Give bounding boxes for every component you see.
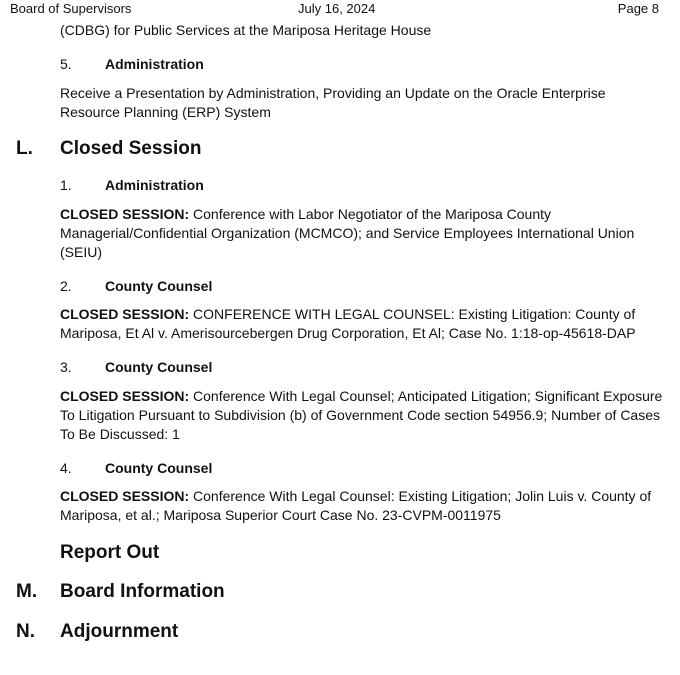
- closed-session-text: Conference With Legal Counsel; Anticipated Litigation; Significant Exposure To Litigation Pursuant to Subdivision (b) of Government Code section 54956.9; Number of Cases To Be Discussed: 1: [60, 388, 663, 442]
- closed-session-label: CLOSED SESSION:: [60, 206, 190, 222]
- report-out-heading: Report Out: [60, 542, 160, 563]
- section-letter-l: L.: [16, 138, 33, 159]
- item-department: Administration: [105, 177, 204, 193]
- item-department: County Counsel: [105, 460, 213, 476]
- closed-session-text: Conference with Labor Negotiator of the Mariposa County Managerial/Confidential Organization (MCMCO); and Service Employees International Union (SEIU): [60, 206, 635, 260]
- item-department: County Counsel: [105, 359, 213, 375]
- section-title-adjournment: Adjournment: [60, 621, 179, 642]
- continued-item-text: (CDBG) for Public Services at the Mariposa Heritage House: [60, 22, 432, 38]
- closed-session-label: CLOSED SESSION:: [60, 388, 190, 404]
- item-number: 3.: [60, 359, 72, 375]
- item-department: Administration: [105, 56, 204, 72]
- closed-session-text: CONFERENCE WITH LEGAL COUNSEL: Existing Litigation: County of Mariposa, Et Al v. Amerisourcebergen Drug Corporation, Et Al; Case No. 1:18-op-45618-DAP: [60, 306, 636, 341]
- closed-session-description: [60, 205, 665, 262]
- section-title-board-information: Board Information: [60, 581, 225, 602]
- item-number: 1.: [60, 177, 72, 193]
- header-date: July 16, 2024: [298, 1, 376, 16]
- item-number: 2.: [60, 278, 72, 294]
- closed-session-description: [60, 305, 665, 343]
- item-department: County Counsel: [105, 278, 213, 294]
- section-title-closed-session: Closed Session: [60, 138, 202, 159]
- item-description: Receive a Presentation by Administration, Providing an Update on the Oracle Enterprise Resource Planning (ERP) System: [60, 85, 606, 120]
- section-letter-n: N.: [16, 621, 35, 642]
- item-number: 4.: [60, 460, 72, 476]
- header-board-name: Board of Supervisors: [10, 1, 132, 16]
- section-letter-m: M.: [16, 581, 38, 602]
- closed-session-label: CLOSED SESSION:: [60, 488, 190, 504]
- closed-session-text: Conference With Legal Counsel: Existing Litigation; Jolin Luis v. County of Mariposa, et al.; Mariposa Superior Court Case No. 23-CVPM-0011975: [60, 488, 652, 523]
- closed-session-description: [60, 487, 665, 525]
- closed-session-description: [60, 387, 665, 444]
- header-page-number: Page 8: [617, 1, 659, 16]
- closed-session-label: CLOSED SESSION:: [60, 306, 190, 322]
- item-number: 5.: [60, 56, 72, 72]
